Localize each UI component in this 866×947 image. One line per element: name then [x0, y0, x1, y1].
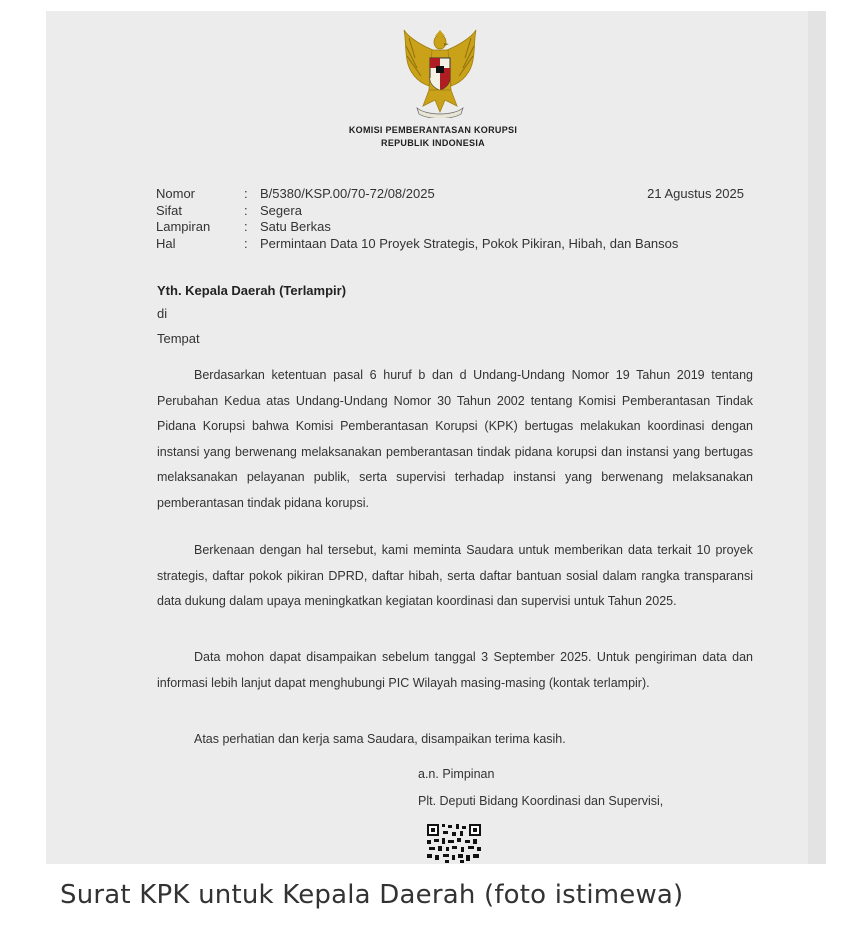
signature-line-2: Plt. Deputi Bidang Koordinasi dan Supervisi,	[418, 794, 664, 808]
meta-label-nomor: Nomor	[156, 186, 196, 201]
meta-value-hal: Permintaan Data 10 Proyek Strategis, Pokok Pikiran, Hibah, dan Bansos	[260, 236, 679, 251]
meta-colon: :	[244, 203, 248, 218]
meta-colon: :	[244, 186, 248, 201]
meta-value-nomor: B/5380/KSP.00/70-72/08/2025	[260, 186, 435, 201]
letter-date: 21 Agustus 2025	[647, 186, 744, 201]
meta-label-sifat: Sifat	[156, 203, 183, 218]
recipient: Yth. Kepala Daerah (Terlampir)	[157, 283, 347, 298]
meta-label-hal: Hal	[156, 236, 176, 251]
org-name-line1: KOMISI PEMBERANTASAN KORUPSI	[348, 125, 518, 135]
qr-code-icon	[425, 822, 483, 864]
org-name-line2: REPUBLIK INDONESIA	[381, 138, 485, 148]
body-paragraph-3: Data mohon dapat disampaikan sebelum tanggal 3 September 2025. Untuk pengiriman data dan informasi lebih lanjut dapat menghubungi PIC Wilayah masing-masing (kontak terlampir).	[157, 650, 753, 690]
meta-value-lampiran: Satu Berkas	[260, 219, 331, 234]
meta-label-lampiran: Lampiran	[156, 219, 211, 234]
body-paragraph-2: Berkenaan dengan hal tersebut, kami meminta Saudara untuk memberikan data terkait 10 proyek strategis, daftar pokok pikiran DPRD, daftar hibah, serta daftar bantuan sosial dalam rangka transparansi data dukung dalam upaya meningkatkan kegiatan koordinasi dan supervisi untuk Tahun 2025.	[157, 543, 753, 609]
signature-line-1: a.n. Pimpinan	[418, 767, 495, 781]
recipient-place: Tempat	[157, 331, 200, 346]
meta-value-sifat: Segera	[260, 203, 302, 218]
recipient-di: di	[157, 306, 168, 321]
meta-colon: :	[244, 236, 248, 251]
garuda-emblem-icon	[395, 28, 485, 118]
photo-caption: Surat KPK untuk Kepala Daerah (foto istimewa)	[60, 880, 684, 910]
body-paragraph-1: Berdasarkan ketentuan pasal 6 huruf b dan d Undang-Undang Nomor 19 Tahun 2019 tentang Perubahan Kedua atas Undang-Undang Nomor 30 Tahun 2002 tentang Komisi Pemberantasan Tindak Pidana Korupsi bahwa Komisi Pemberantasan Korupsi (KPK) bertugas melakukan koordinasi dengan instansi yang berwenang melaksanakan pemberantasan tindak pidana korupsi dan instansi yang bertugas melaksanakan pelayanan publik, serta supervisi terhadap instansi yang berwenang melaksanakan pemberantasan tindak pidana korupsi.	[157, 368, 753, 510]
body-paragraph-4: Atas perhatian dan kerja sama Saudara, disampaikan terima kasih.	[194, 732, 566, 746]
meta-colon: :	[244, 219, 248, 234]
